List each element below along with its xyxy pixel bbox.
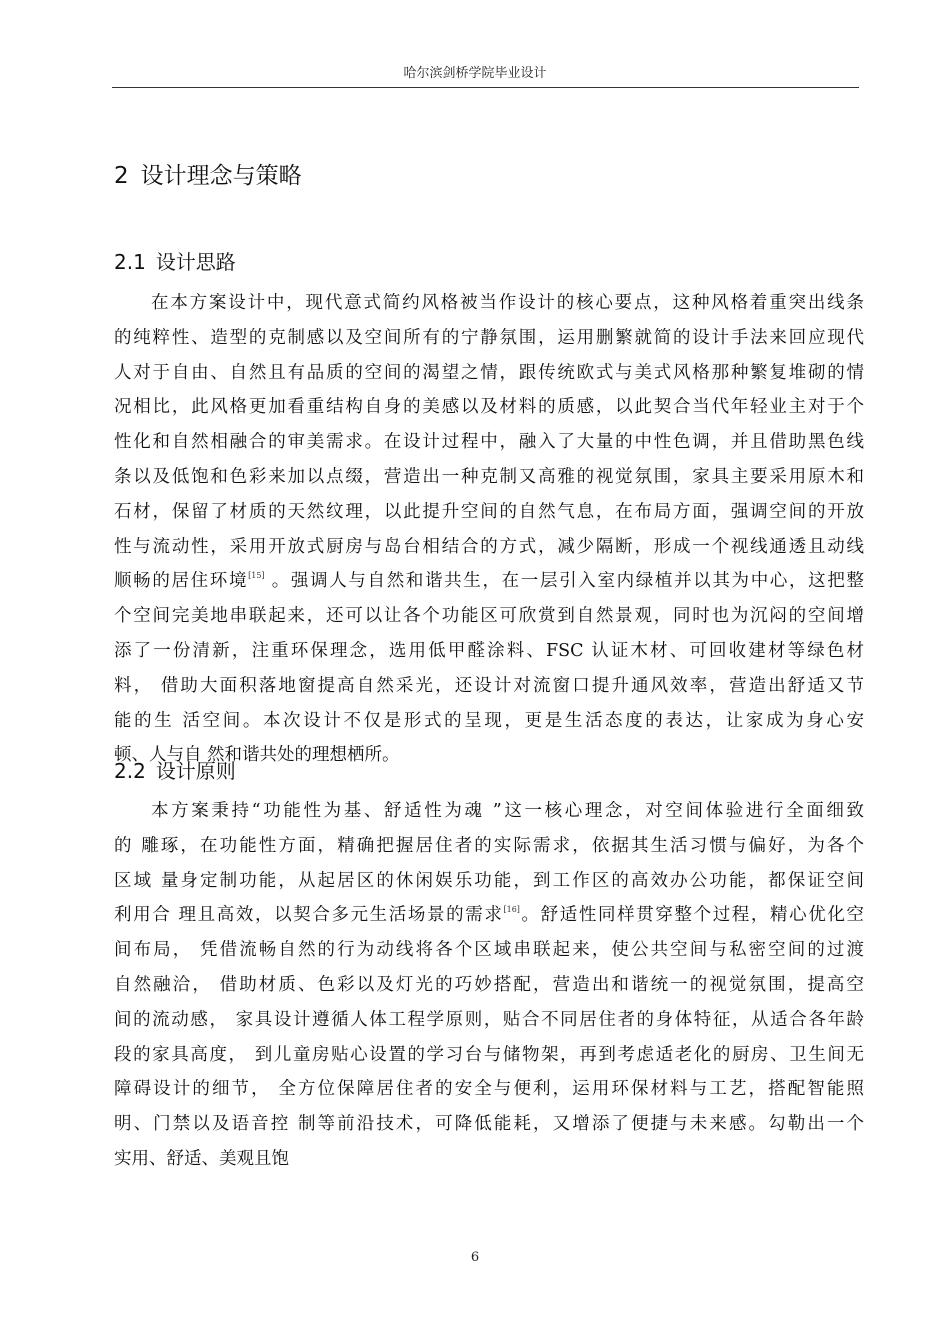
text-line — [114, 794, 864, 829]
text-line — [114, 1003, 864, 1038]
text-segment: 顿、人与自 然和谐共处的理想栖所。 — [114, 745, 400, 766]
text-segment: 自然融洽， 借助材质、色彩以及灯光的巧妙搭配，营造出和谐统一的视觉氛围，提高空 — [114, 974, 864, 995]
text-segment: 的纯粹性、造型的克制感以及空间所有的宁静氛围，运用删繁就简的设计手法来回应现代 — [114, 327, 864, 348]
chapter-heading — [114, 161, 302, 191]
text-line — [114, 599, 864, 634]
citation-marker: [16] — [503, 905, 520, 915]
text-line — [114, 968, 864, 1003]
text-line — [114, 669, 864, 704]
text-line — [114, 564, 864, 599]
text-segment: 障碍设计的细节， 全方位保障居住者的安全与便利，运用环保材料与工艺，搭配智能照 — [114, 1079, 864, 1100]
text-segment: 能的生 活空间。本次设计不仅是形式的呈现，更是生活态度的表达，让家成为身心安 — [114, 710, 864, 731]
paragraph-design-approach — [114, 286, 864, 773]
text-segment: 料， 借助大面积落地窗提高自然采光，还设计对流窗口提升通风效率，营造出舒适又节 — [114, 675, 864, 696]
text-segment: 间布局， 凭借流畅自然的行为动线将各个区域串联起来，使公共空间与私密空间的过渡 — [114, 940, 864, 961]
text-segment: 况相比，此风格更加看重结构自身的美感以及材料的质感，以此契合当代年轻业主对于个 — [114, 397, 864, 418]
text-line — [114, 286, 864, 321]
text-segment: 实用、舒适、美观且饱 — [114, 1148, 289, 1169]
header-divider — [112, 87, 859, 88]
text-segment: 性化和自然相融合的审美需求。在设计过程中，融入了大量的中性色调，并且借助黑色线 — [114, 432, 864, 453]
text-segment: 。强调人与自然和谐共生，在一层引入室内绿植并以其为中心，这把整 — [264, 571, 864, 592]
section-heading-2-2 — [114, 758, 236, 784]
citation-marker: [15] — [248, 571, 265, 581]
text-line — [114, 704, 864, 739]
text-line — [114, 1107, 864, 1142]
text-line — [114, 1038, 864, 1073]
section-number: 2.2 — [114, 759, 146, 783]
text-segment: 利用合 理且高效，以契合多元生活场景的需求 — [114, 905, 504, 926]
text-line — [114, 530, 864, 565]
text-segment: 顺畅的居住环境 — [114, 571, 249, 592]
text-line — [114, 829, 864, 864]
text-segment: 个空间完美地串联起来，还可以让各个功能区可欣赏到自然景观，同时也为沉闷的空间增 — [114, 606, 864, 627]
text-segment: 本方案秉持“功能性为基、舒适性为魂 ”这一核心理念，对空间体验进行全面细致 — [151, 801, 864, 821]
section-title-text: 设计原则 — [155, 759, 236, 783]
text-line — [114, 898, 864, 933]
text-line — [114, 1142, 864, 1177]
text-segment: 。舒适性同样贯穿整个过程，精心优化空 — [519, 905, 865, 926]
text-segment: 的 雕琢，在功能性方面，精确把握居住者的实际需求，依据其生活习惯与偏好，为各个 — [114, 835, 864, 856]
text-segment: 石材，保留了材质的天然纹理，以此提升空间的自然气息，在布局方面，强调空间的开放 — [114, 501, 864, 522]
paragraph-design-principles — [114, 794, 864, 1177]
text-segment: 在本方案设计中，现代意式简约风格被当作设计的核心要点，这种风格着重突出线条 — [151, 293, 864, 313]
text-segment: 明、门禁以及语音控 制等前沿技术，可降低能耗，又增添了便捷与未来感。勾勒出一个 — [114, 1114, 864, 1135]
text-segment: 段的家具高度， 到儿童房贴心设置的学习台与储物架，再到考虑适老化的厨房、卫生间无 — [114, 1044, 864, 1065]
text-segment: 间的流动感， 家具设计遵循人体工程学原则，贴合不同居住者的身体特征，从适合各年龄 — [114, 1009, 864, 1030]
text-line — [114, 933, 864, 968]
text-line — [114, 321, 864, 356]
text-segment: 人对于自由、自然且有品质的空间的渴望之情，跟传统欧式与美式风格那种繁复堆砌的情 — [114, 362, 864, 383]
text-segment: 区域 量身定制功能，从起居区的休闲娱乐功能，到工作区的高效办公功能，都保证空间 — [114, 870, 864, 891]
text-line — [114, 460, 864, 495]
text-line — [114, 1072, 864, 1107]
text-segment: 性与流动性，采用开放式厨房与岛台相结合的方式，减少隔断，形成一个视线通透且动线 — [114, 536, 864, 557]
text-segment: 添了一份清新，注重环保理念，选用低甲醛涂料、FSC 认证木材、可回收建材等绿色材 — [114, 640, 864, 661]
text-line — [114, 864, 864, 899]
chapter-title-text: 设计理念与策略 — [140, 163, 302, 189]
chapter-number: 2 — [114, 163, 129, 189]
text-line — [114, 634, 864, 669]
section-title-text: 设计思路 — [155, 250, 236, 274]
text-line — [114, 356, 864, 391]
text-line — [114, 425, 864, 460]
section-heading-2-1 — [114, 249, 236, 275]
text-line — [114, 390, 864, 425]
text-line — [114, 495, 864, 530]
running-header: 哈尔滨剑桥学院毕业设计 — [403, 66, 547, 81]
page-number: 6 — [470, 1250, 480, 1265]
text-segment: 条以及低饱和色彩来加以点缀，营造出一种克制又高雅的视觉氛围，家具主要采用原木和 — [114, 466, 864, 487]
section-number: 2.1 — [114, 250, 146, 274]
